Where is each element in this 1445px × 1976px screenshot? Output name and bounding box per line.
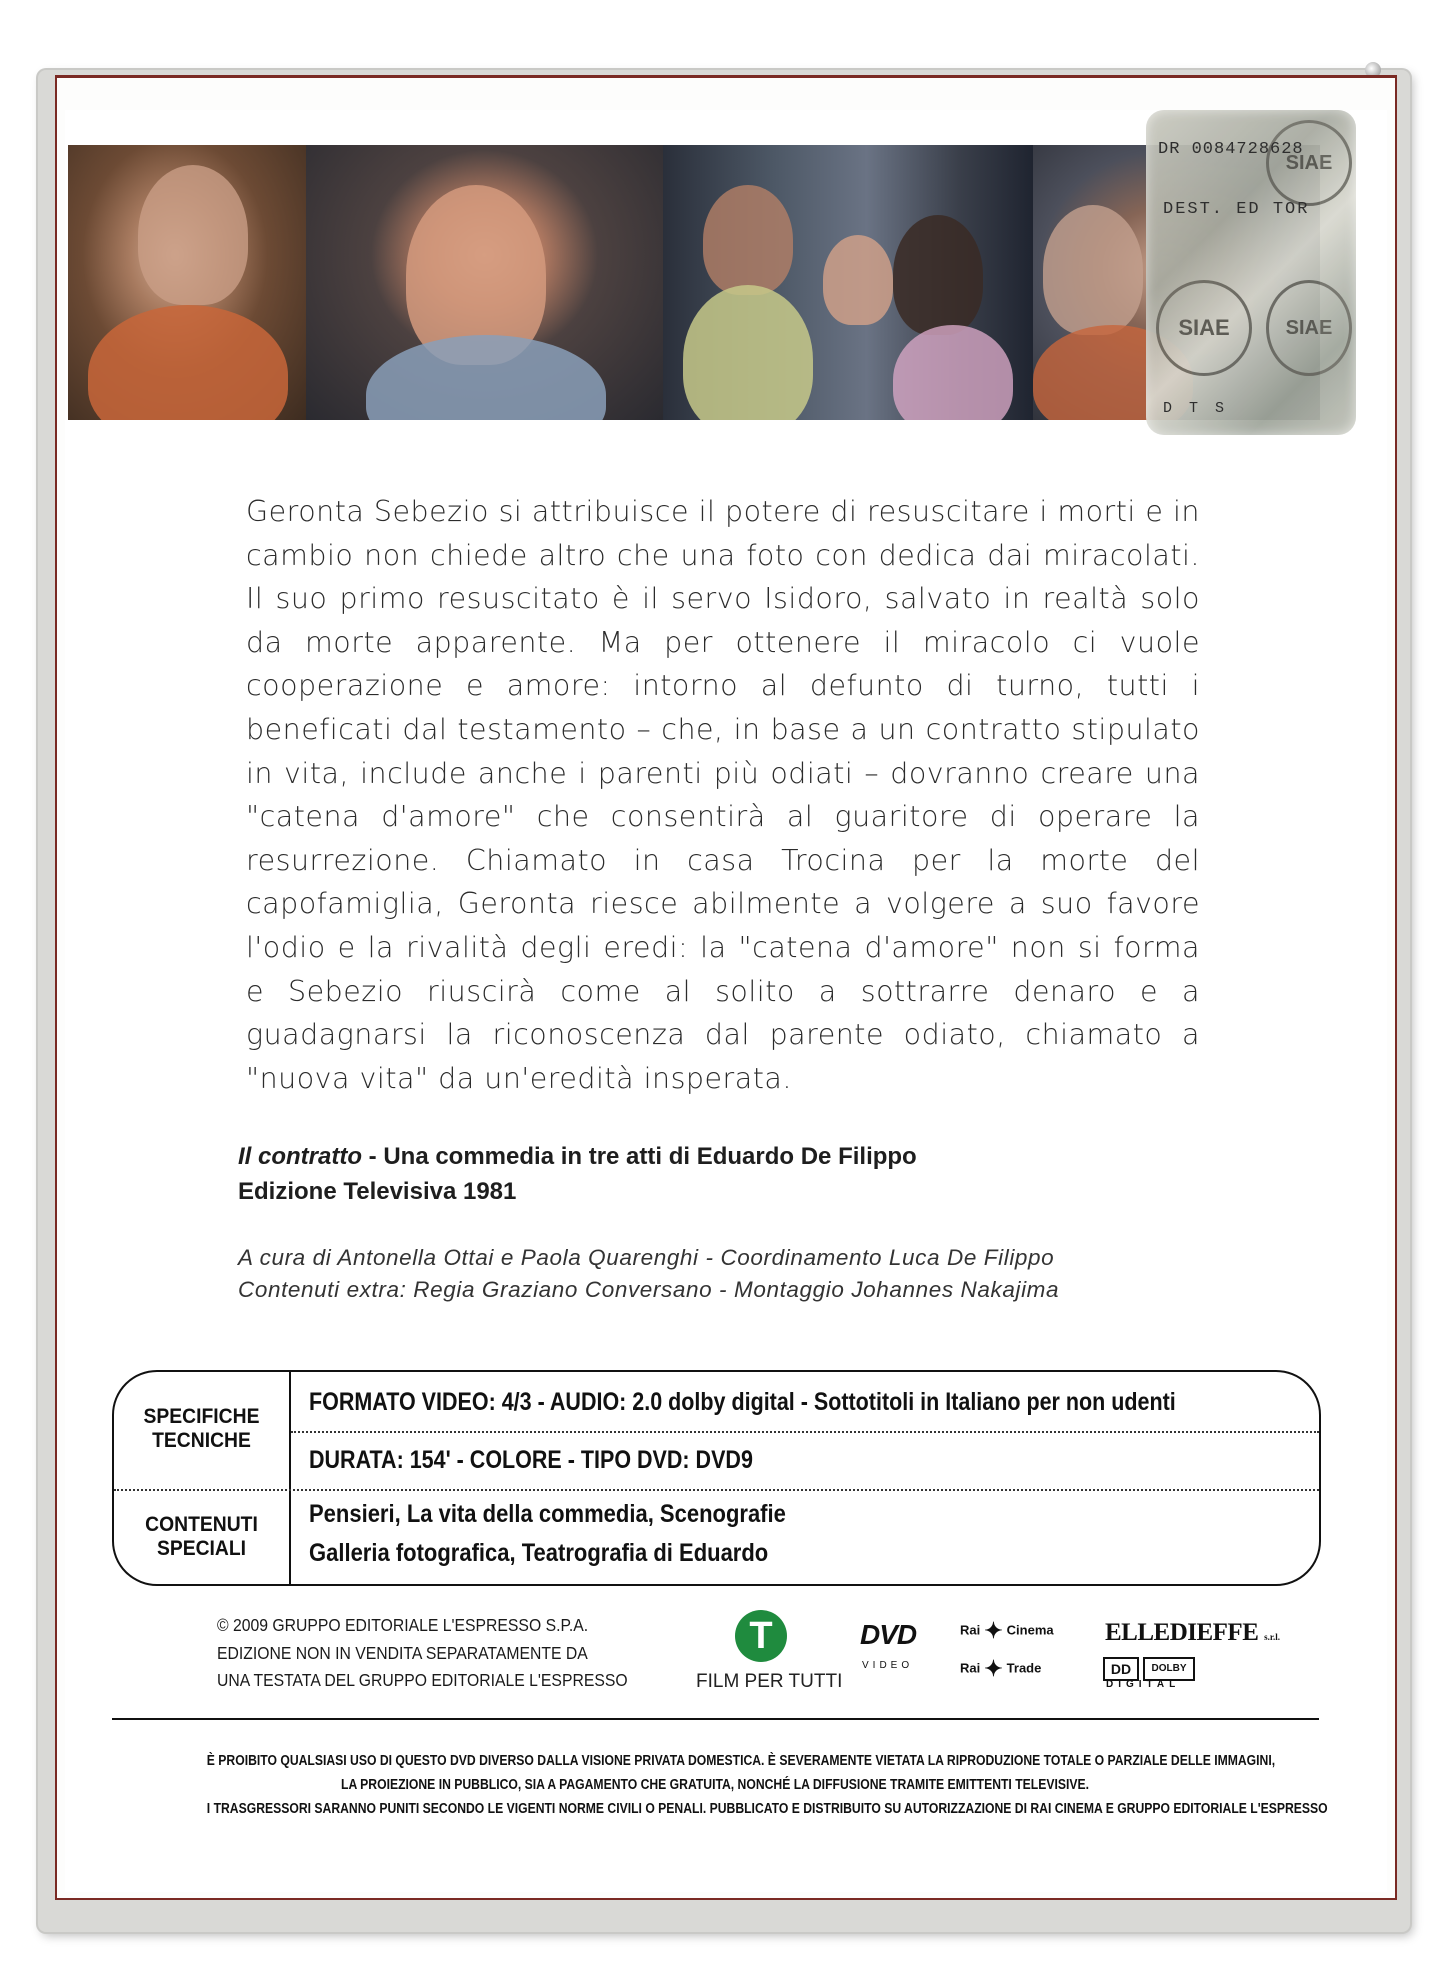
rai-cinema-logo <box>960 1618 1054 1644</box>
rai-word: Rai <box>960 1622 981 1638</box>
dolby-digital-logo <box>1103 1657 1201 1691</box>
rai-star-icon: ✦ <box>984 1656 1003 1681</box>
credit-title <box>238 1143 917 1171</box>
siae-seal: SIAE <box>1266 120 1352 206</box>
dvd-video-logo: DVD <box>860 1619 917 1650</box>
specs-extra-label-line: CONTENUTI <box>145 1513 258 1536</box>
credit-extras: Contenuti extra: Regia Graziano Conversano - Montaggio Johannes Nakajima <box>238 1277 1060 1302</box>
still-group <box>663 145 1033 420</box>
spec-extras-line: Galleria fotografica, Teatrografia di Eduardo <box>309 1539 769 1567</box>
photo-strip <box>68 145 1320 420</box>
dolby-dd-icon: DD <box>1103 1657 1139 1681</box>
credit-title-rest: - Una commedia in tre atti di Eduardo De Filippo <box>362 1143 917 1170</box>
still-old-man <box>68 145 306 420</box>
specs-divider <box>289 1372 291 1584</box>
footer-rule <box>112 1718 1319 1720</box>
specs-divider <box>114 1489 1319 1491</box>
specs-tech-label <box>121 1405 282 1453</box>
rai-trade-word: Trade <box>1006 1660 1042 1676</box>
copyright-line: © 2009 GRUPPO EDITORIALE L'ESPRESSO S.P.A. <box>217 1615 589 1635</box>
rai-word: Rai <box>960 1660 981 1676</box>
specs-tech-label-line: SPECIFICHE <box>143 1405 260 1428</box>
credit-edition: Edizione Televisiva 1981 <box>238 1178 517 1205</box>
copyright-notice <box>217 1612 628 1695</box>
legal-line: LA PROIEZIONE IN PUBBLICO, SIA A PAGAMENTO CHE GRATUITA, NONCHÉ LA DIFFUSIONE TRAMITE EMITTENTI TELEVISIVE. <box>341 1777 1089 1793</box>
siae-dts: D T S <box>1163 400 1229 417</box>
film-per-tutti-label: FILM PER TUTTI <box>696 1671 843 1692</box>
credit-curators: A cura di Antonella Ottai e Paola Quarenghi - Coordinamento Luca De Filippo <box>238 1245 1055 1270</box>
spec-duration-line: DURATA: 154' - COLORE - TIPO DVD: DVD9 <box>309 1446 753 1474</box>
copyright-line: UNA TESTATA DEL GRUPPO EDITORIALE L'ESPRESSO <box>217 1670 628 1690</box>
siae-seal: SIAE <box>1156 280 1252 376</box>
specs-table <box>112 1370 1321 1586</box>
siae-code: DR 0084728628 <box>1158 140 1304 159</box>
siae-dest: DEST. ED TOR <box>1163 200 1310 219</box>
legal-line: È PROIBITO QUALSIASI USO DI QUESTO DVD DIVERSO DALLA VISIONE PRIVATA DOMESTICA. È SEVERAMENTE VIETATA LA RIPRODUZIONE TOTALE O PARZIALE DELLE IMMAGINI, <box>206 1753 1276 1769</box>
elledieffe-srl: s.r.l. <box>1264 1632 1281 1642</box>
synopsis-text: Geronta Sebezio si attribuisce il potere di resuscitare i morti e in cambio non chiede altro che una foto con dedica dai miracolati. Il suo primo resuscitato è il servo Isidoro, salvato in realtà solo da morte apparente. Ma per ottenere il miracolo ci vuole cooperazione e amore: intorno al defunto di turno, tutti i beneficati dal testamento – che, in base a un contratto stipulato in vita, include anche i parenti più odiati – dovranno creare una "catena d'amore" che consentirà al guaritore di operare la resurrezione. Chiamato in casa Trocina per la morte del capofamiglia, Geronta riesce abilmente a volgere a suo favore l'odio e la rivalità degli eredi: la "catena d'amore" non si forma e Sebezio riuscirà come al solito a sottrarre denaro e a guadagnarsi la riconoscenza dal parente odiato, chiamato a "nuova vita" da un'eredità insperata. <box>246 495 1200 1095</box>
specs-divider <box>291 1431 1319 1433</box>
rai-trade-logo <box>960 1656 1041 1682</box>
legal-notice <box>110 1749 1328 1821</box>
legal-line: I TRASGRESSORI SARANNO PUNITI SECONDO LE VIGENTI NORME CIVILI O PENALI. PUBBLICATO E DISTRIBUITO SU AUTORIZZAZIONE DI RAI CINEMA E GRUPPO EDITORIALE L'ESPRESSO <box>206 1801 1328 1817</box>
elledieffe-logo <box>1105 1619 1280 1647</box>
rai-cinema-word: Cinema <box>1006 1622 1054 1638</box>
copyright-line: EDIZIONE NON IN VENDITA SEPARATAMENTE DA <box>217 1642 588 1663</box>
credit-title-italic: Il contratto <box>238 1143 362 1170</box>
specs-extra-label <box>121 1513 282 1561</box>
spec-format-line: FORMATO VIDEO: 4/3 - AUDIO: 2.0 dolby digital - Sottotitoli in Italiano per non udenti <box>309 1388 1176 1416</box>
spec-extras-line: Pensieri, La vita della commedia, Scenografie <box>309 1500 786 1528</box>
elledieffe-word: ELLEDIEFFE <box>1105 1619 1259 1646</box>
specs-extra-label-line: SPECIALI <box>156 1537 247 1560</box>
dolby-word: DOLBY <box>1143 1657 1195 1681</box>
rai-star-icon: ✦ <box>984 1618 1003 1643</box>
siae-seal: SIAE <box>1266 280 1352 376</box>
specs-tech-label-line: TECNICHE <box>152 1429 251 1452</box>
still-woman <box>306 145 663 420</box>
dvd-video-label: VIDEO <box>862 1660 914 1671</box>
film-per-tutti-logo: T <box>735 1610 787 1662</box>
dolby-digital-label: DIGITAL <box>1106 1679 1181 1690</box>
